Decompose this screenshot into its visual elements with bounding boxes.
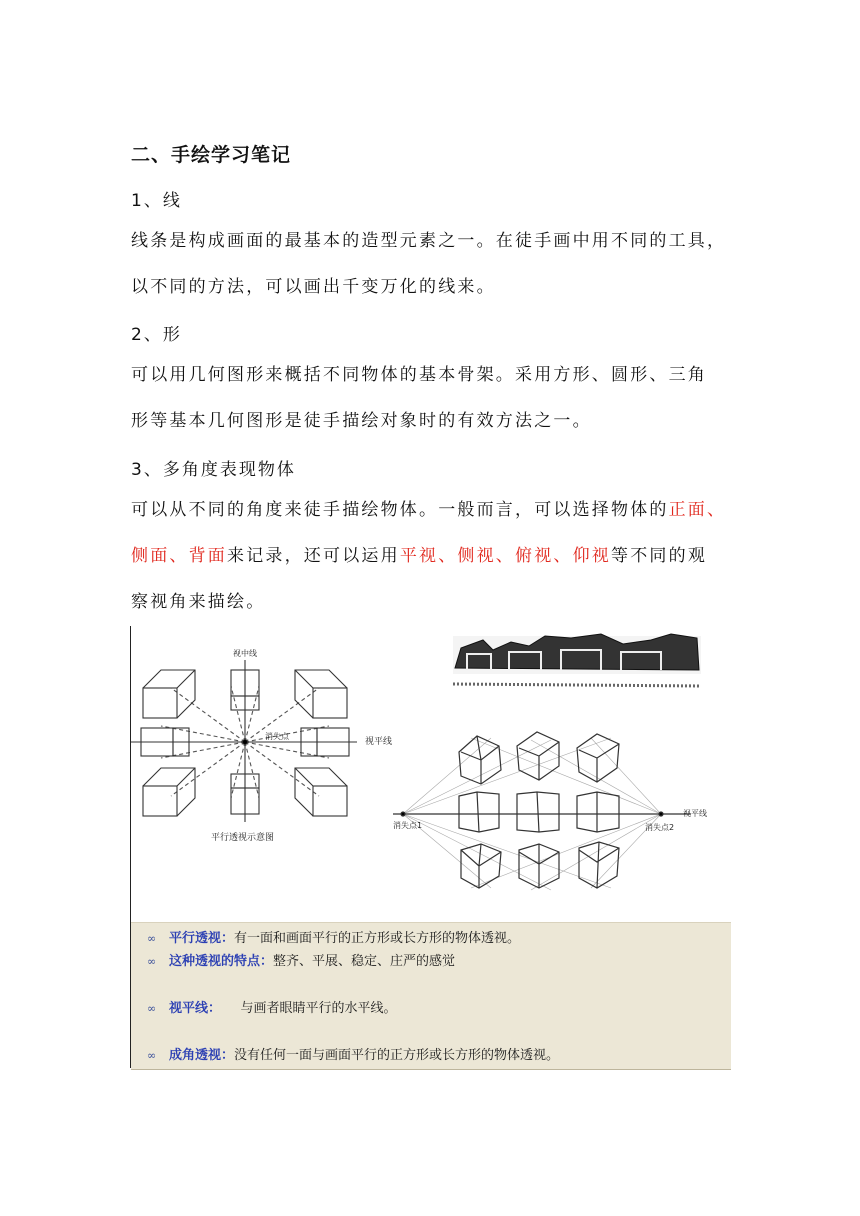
note-item xyxy=(147,927,520,946)
paragraph-line-1: 可以用几何图形来概括不同物体的基本骨架。采用方形、圆形、三角 xyxy=(131,365,707,385)
bullet-icon: ∞ xyxy=(147,1002,157,1015)
section-title-line: 1、线 xyxy=(131,191,182,211)
label-vanishing-point: 消失点 xyxy=(265,732,289,741)
section-title-angles: 3、多角度表现物体 xyxy=(131,460,296,480)
note-text: 整齐、平展、稳定、庄严的感觉 xyxy=(273,954,456,969)
label-center-line: 视中线 xyxy=(233,649,257,658)
section-title-shape: 2、形 xyxy=(131,325,182,345)
perspective-figure xyxy=(130,626,731,1068)
bullet-icon: ∞ xyxy=(147,1049,157,1062)
note-item xyxy=(147,1044,559,1063)
paragraph-line-2: 以不同的方法，可以画出千变万化的线来。 xyxy=(131,277,496,297)
two-point-perspective-diagram xyxy=(393,732,691,890)
note-term: 成角透视： xyxy=(169,1048,235,1063)
paragraph-line-1 xyxy=(131,487,731,533)
caption-parallel-perspective: 平行透视示意图 xyxy=(211,833,275,843)
highlight-text: 正面、 xyxy=(668,500,727,520)
note-term: 这种透视的特点： xyxy=(169,954,274,969)
highlight-text: 侧面、背面 xyxy=(131,546,227,566)
note-term: 视平线： xyxy=(169,1001,215,1016)
paragraph-angles xyxy=(131,487,731,625)
note-text: 与画者眼睛平行的水平线。 xyxy=(214,1001,397,1016)
paragraph-line-3: 察视角来描绘。 xyxy=(131,592,266,612)
paragraph-line-2: 形等基本几何图形是徒手描绘对象时的有效方法之一。 xyxy=(131,411,592,431)
label-vanishing-point-1: 消失点1 xyxy=(393,821,423,830)
bullet-icon: ∞ xyxy=(147,932,157,945)
note-item xyxy=(147,997,397,1016)
notes-panel xyxy=(131,922,731,1070)
text-run: 等不同的观 xyxy=(611,546,708,566)
note-item xyxy=(147,950,455,969)
note-text: 有一面和画面平行的正方形或长方形的物体透视。 xyxy=(234,931,521,946)
text-run: 来记录，还可以运用 xyxy=(227,546,400,566)
note-text: 没有任何一面与画面平行的正方形或长方形的物体透视。 xyxy=(234,1048,560,1063)
building-sketch xyxy=(453,634,701,686)
label-horizon-right: 视平线 xyxy=(683,809,707,818)
text-run: 可以从不同的角度来徒手描绘物体。一般而言，可以选择物体的 xyxy=(131,500,669,520)
note-term: 平行透视： xyxy=(169,931,235,946)
perspective-diagram xyxy=(131,626,731,922)
section-heading: 二、手绘学习笔记 xyxy=(131,144,292,166)
paragraph-line-2 xyxy=(131,533,731,579)
parallel-perspective-diagram xyxy=(131,660,357,822)
paragraph-line-1: 线条是构成画面的最基本的造型元素之一。在徒手画中用不同的工具， xyxy=(131,231,727,251)
highlight-text: 平视、侧视、俯视、仰视 xyxy=(399,546,612,566)
bullet-icon: ∞ xyxy=(147,955,157,968)
paragraph-line xyxy=(131,218,731,310)
paragraph-shape xyxy=(131,352,731,444)
label-vanishing-point-2: 消失点2 xyxy=(645,823,675,832)
label-horizon-left: 视平线 xyxy=(365,737,393,747)
